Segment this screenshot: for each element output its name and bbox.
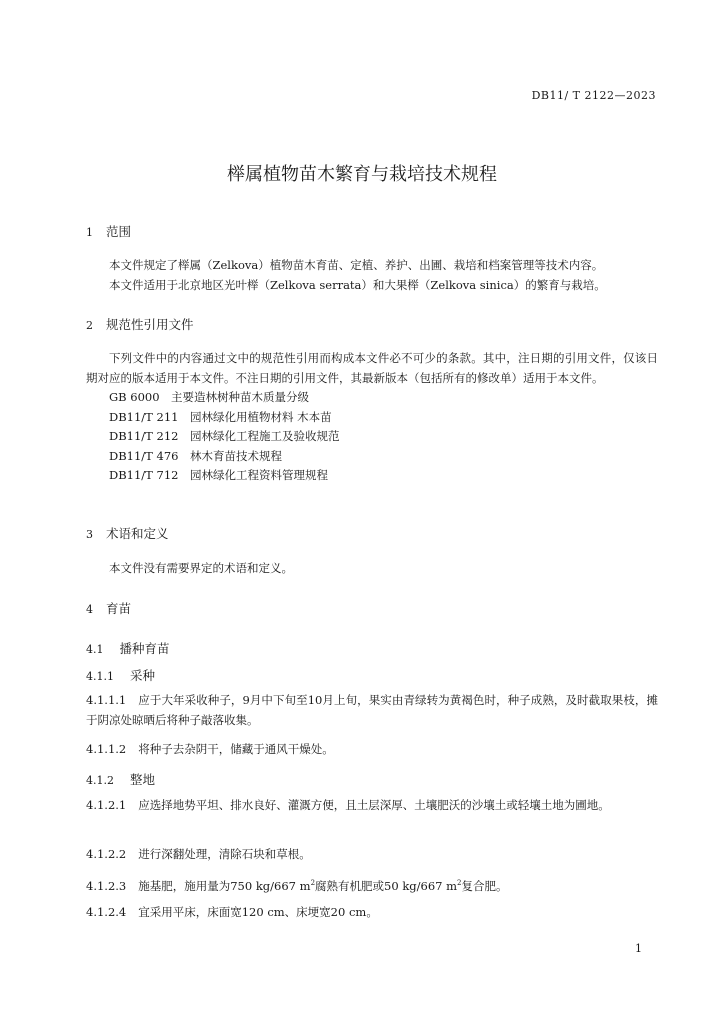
reference-item: DB11/T 712 园林绿化工程资料管理规程: [109, 468, 328, 482]
subsection-title: 整地: [130, 772, 156, 787]
subsection-number: 4.1: [86, 643, 104, 656]
subsection-number: 4.1.1: [86, 670, 114, 683]
clause-4-1-2-2: [86, 845, 658, 865]
clause-4-1-2-3: [86, 874, 658, 897]
page-number: 1: [635, 942, 642, 955]
section-3-body: [86, 559, 658, 579]
reference-item: GB 6000 主要造林树种苗木质量分级: [109, 390, 310, 404]
section-4-heading: [86, 599, 658, 617]
section-title: 范围: [106, 224, 132, 239]
section-1-heading: [86, 222, 658, 240]
clause-text: 进行深翻处理，清除石块和草根。: [138, 847, 311, 861]
section-title: 术语和定义: [106, 526, 169, 541]
subsection-number: 4.1.2: [86, 774, 114, 787]
clause-number: 4.1.2.4: [86, 905, 127, 919]
clause-number: 4.1.2.2: [86, 847, 127, 861]
clause-text: 应选择地势平坦、排水良好、灌溉方便，且土层深厚、土壤肥沃的沙壤土或轻壤土地为圃地。: [138, 798, 610, 812]
subsection-4-1-heading: [86, 639, 658, 657]
document-title: 榉属植物苗木繁育与栽培技术规程: [227, 164, 497, 185]
clause-4-1-2-1: [86, 796, 658, 816]
superscript: 2: [457, 879, 462, 887]
subsection-title: 播种育苗: [119, 641, 170, 656]
section-number: 3: [86, 528, 93, 541]
clause-4-1-1-2: [86, 740, 658, 760]
section-number: 2: [86, 319, 93, 332]
subsection-4-1-2-heading: [86, 770, 658, 788]
standard-code: DB11/ T 2122—2023: [531, 89, 656, 102]
reference-item: DB11/T 211 园林绿化用植物材料 木本苗: [109, 409, 332, 424]
reference-item: DB11/T 476 林木育苗技术规程: [109, 448, 282, 463]
clause-number: 4.1.2.3: [86, 879, 127, 893]
clause-text: 宜采用平床，床面宽120 cm、床埂宽20 cm。: [138, 905, 378, 919]
paragraph: 下列文件中的内容通过文中的规范性引用而构成本文件必不可少的条款。其中，注日期的引用文件，仅该日期对应的版本适用于本文件。不注日期的引用文件，其最新版本（包括所有的修改单）适用于本文件。: [86, 351, 658, 385]
section-title: 规范性引用文件: [106, 317, 194, 332]
section-2-body: [86, 349, 658, 486]
clause-text: 应于大年采收种子，9月中下旬至10月上旬，果实由青绿转为黄褐色时，种子成熟，及时截取果枝，摊于阴凉处晾晒后将种子敲落收集。: [86, 693, 658, 727]
paragraph: 本文件适用于北京地区光叶榉（Zelkova serrata）和大果榉（Zelkova sinica）的繁育与栽培。: [109, 277, 606, 292]
paragraph: 本文件没有需要界定的术语和定义。: [109, 561, 293, 575]
reference-item: DB11/T 212 园林绿化工程施工及验收规范: [109, 429, 340, 443]
clause-text-part: 复合肥。: [461, 879, 508, 893]
section-number: 1: [86, 226, 93, 239]
clause-text-part: 施基肥，施用量为750 kg/667 m: [138, 879, 311, 893]
section-2-heading: [86, 315, 658, 333]
clause-text-part: 腐熟有机肥或50 kg/667 m: [315, 879, 458, 893]
clause-4-1-1-1: [86, 691, 658, 730]
clause-number: 4.1.1.2: [86, 742, 127, 756]
clause-text: 将种子去杂阴干，储藏于通风干燥处。: [138, 742, 334, 756]
paragraph: 本文件规定了榉属（Zelkova）植物苗木育苗、定植、养护、出圃、栽培和档案管理等技术内容。: [109, 258, 604, 272]
section-1-body: [86, 256, 658, 295]
section-title: 育苗: [106, 601, 132, 616]
section-3-heading: [86, 524, 658, 542]
subsection-4-1-1-heading: [86, 666, 658, 684]
subsection-title: 采种: [130, 668, 156, 683]
superscript: 2: [310, 879, 316, 887]
clause-number: 4.1.2.1: [86, 798, 127, 812]
clause-4-1-2-4: [86, 903, 658, 923]
clause-number: 4.1.1.1: [86, 693, 127, 707]
section-number: 4: [86, 603, 93, 616]
